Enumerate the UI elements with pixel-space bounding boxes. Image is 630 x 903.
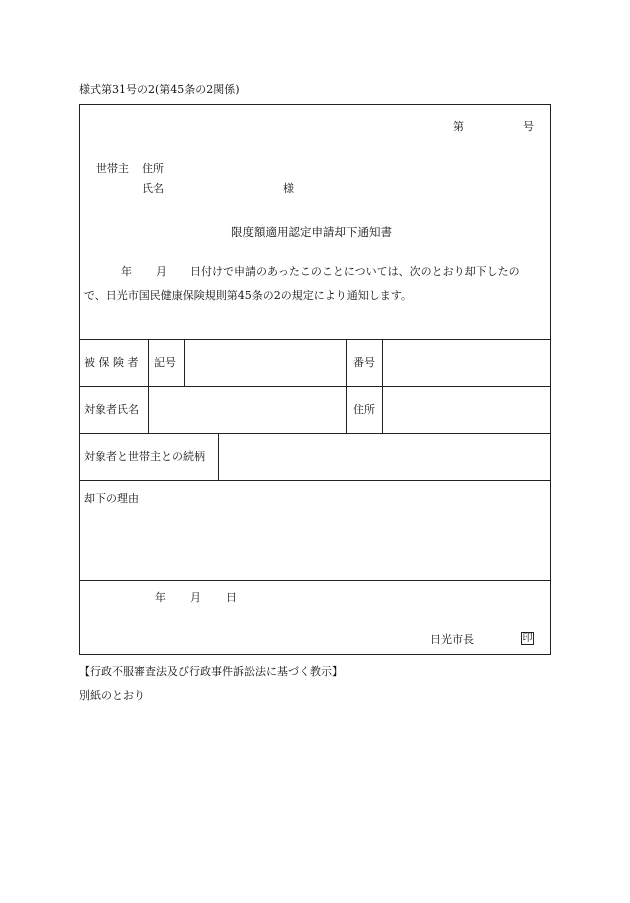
- date-year: 年: [155, 591, 166, 604]
- col-rule-number-value: [382, 339, 383, 433]
- table-rule-4: [79, 480, 551, 481]
- householder-label: 世帯主: [96, 162, 129, 175]
- form-label: 様式第31号の2(第45条の2関係): [79, 83, 240, 96]
- relationship-label: 対象者と世帯主との続柄: [84, 450, 205, 463]
- notice-body: 別紙のとおり: [79, 689, 145, 702]
- body-line1: 日付けで申請のあったこのことについては、次のとおり却下したの: [190, 265, 520, 278]
- col-rule-insured: [148, 339, 149, 386]
- mayor-label: 日光市長: [430, 633, 474, 646]
- number-label: 番号: [353, 356, 375, 369]
- number-prefix: 第: [453, 120, 464, 133]
- date-day: 日: [226, 591, 237, 604]
- col-rule-relationship: [218, 433, 219, 480]
- table-rule-top: [79, 339, 551, 340]
- address-label: 住所: [142, 162, 164, 175]
- insured-label: 被 保 険 者: [84, 356, 139, 369]
- subject-address-label: 住所: [353, 403, 375, 416]
- body-year: 年: [121, 265, 132, 278]
- col-rule-symbol: [184, 339, 185, 386]
- col-rule-number-label: [346, 339, 347, 433]
- reason-label: 却下の理由: [84, 492, 139, 505]
- table-rule-5: [79, 580, 551, 581]
- symbol-label: 記号: [154, 356, 176, 369]
- body-line2: で、日光市国民健康保険規則第45条の2の規定により通知します。: [84, 289, 412, 302]
- subject-name-label: 対象者氏名: [84, 403, 139, 416]
- date-month: 月: [190, 591, 201, 604]
- col-rule-name: [148, 386, 149, 433]
- table-rule-3: [79, 433, 551, 434]
- name-label: 氏名: [142, 182, 164, 195]
- table-rule-2: [79, 386, 551, 387]
- honorific: 様: [283, 182, 294, 195]
- document-title: 限度額適用認定申請却下通知書: [231, 225, 392, 239]
- seal-mark: 印: [522, 633, 533, 644]
- notice-heading: 【行政不服審査法及び行政事件訴訟法に基づく教示】: [79, 665, 343, 678]
- number-suffix: 号: [523, 120, 534, 133]
- body-month: 月: [156, 265, 167, 278]
